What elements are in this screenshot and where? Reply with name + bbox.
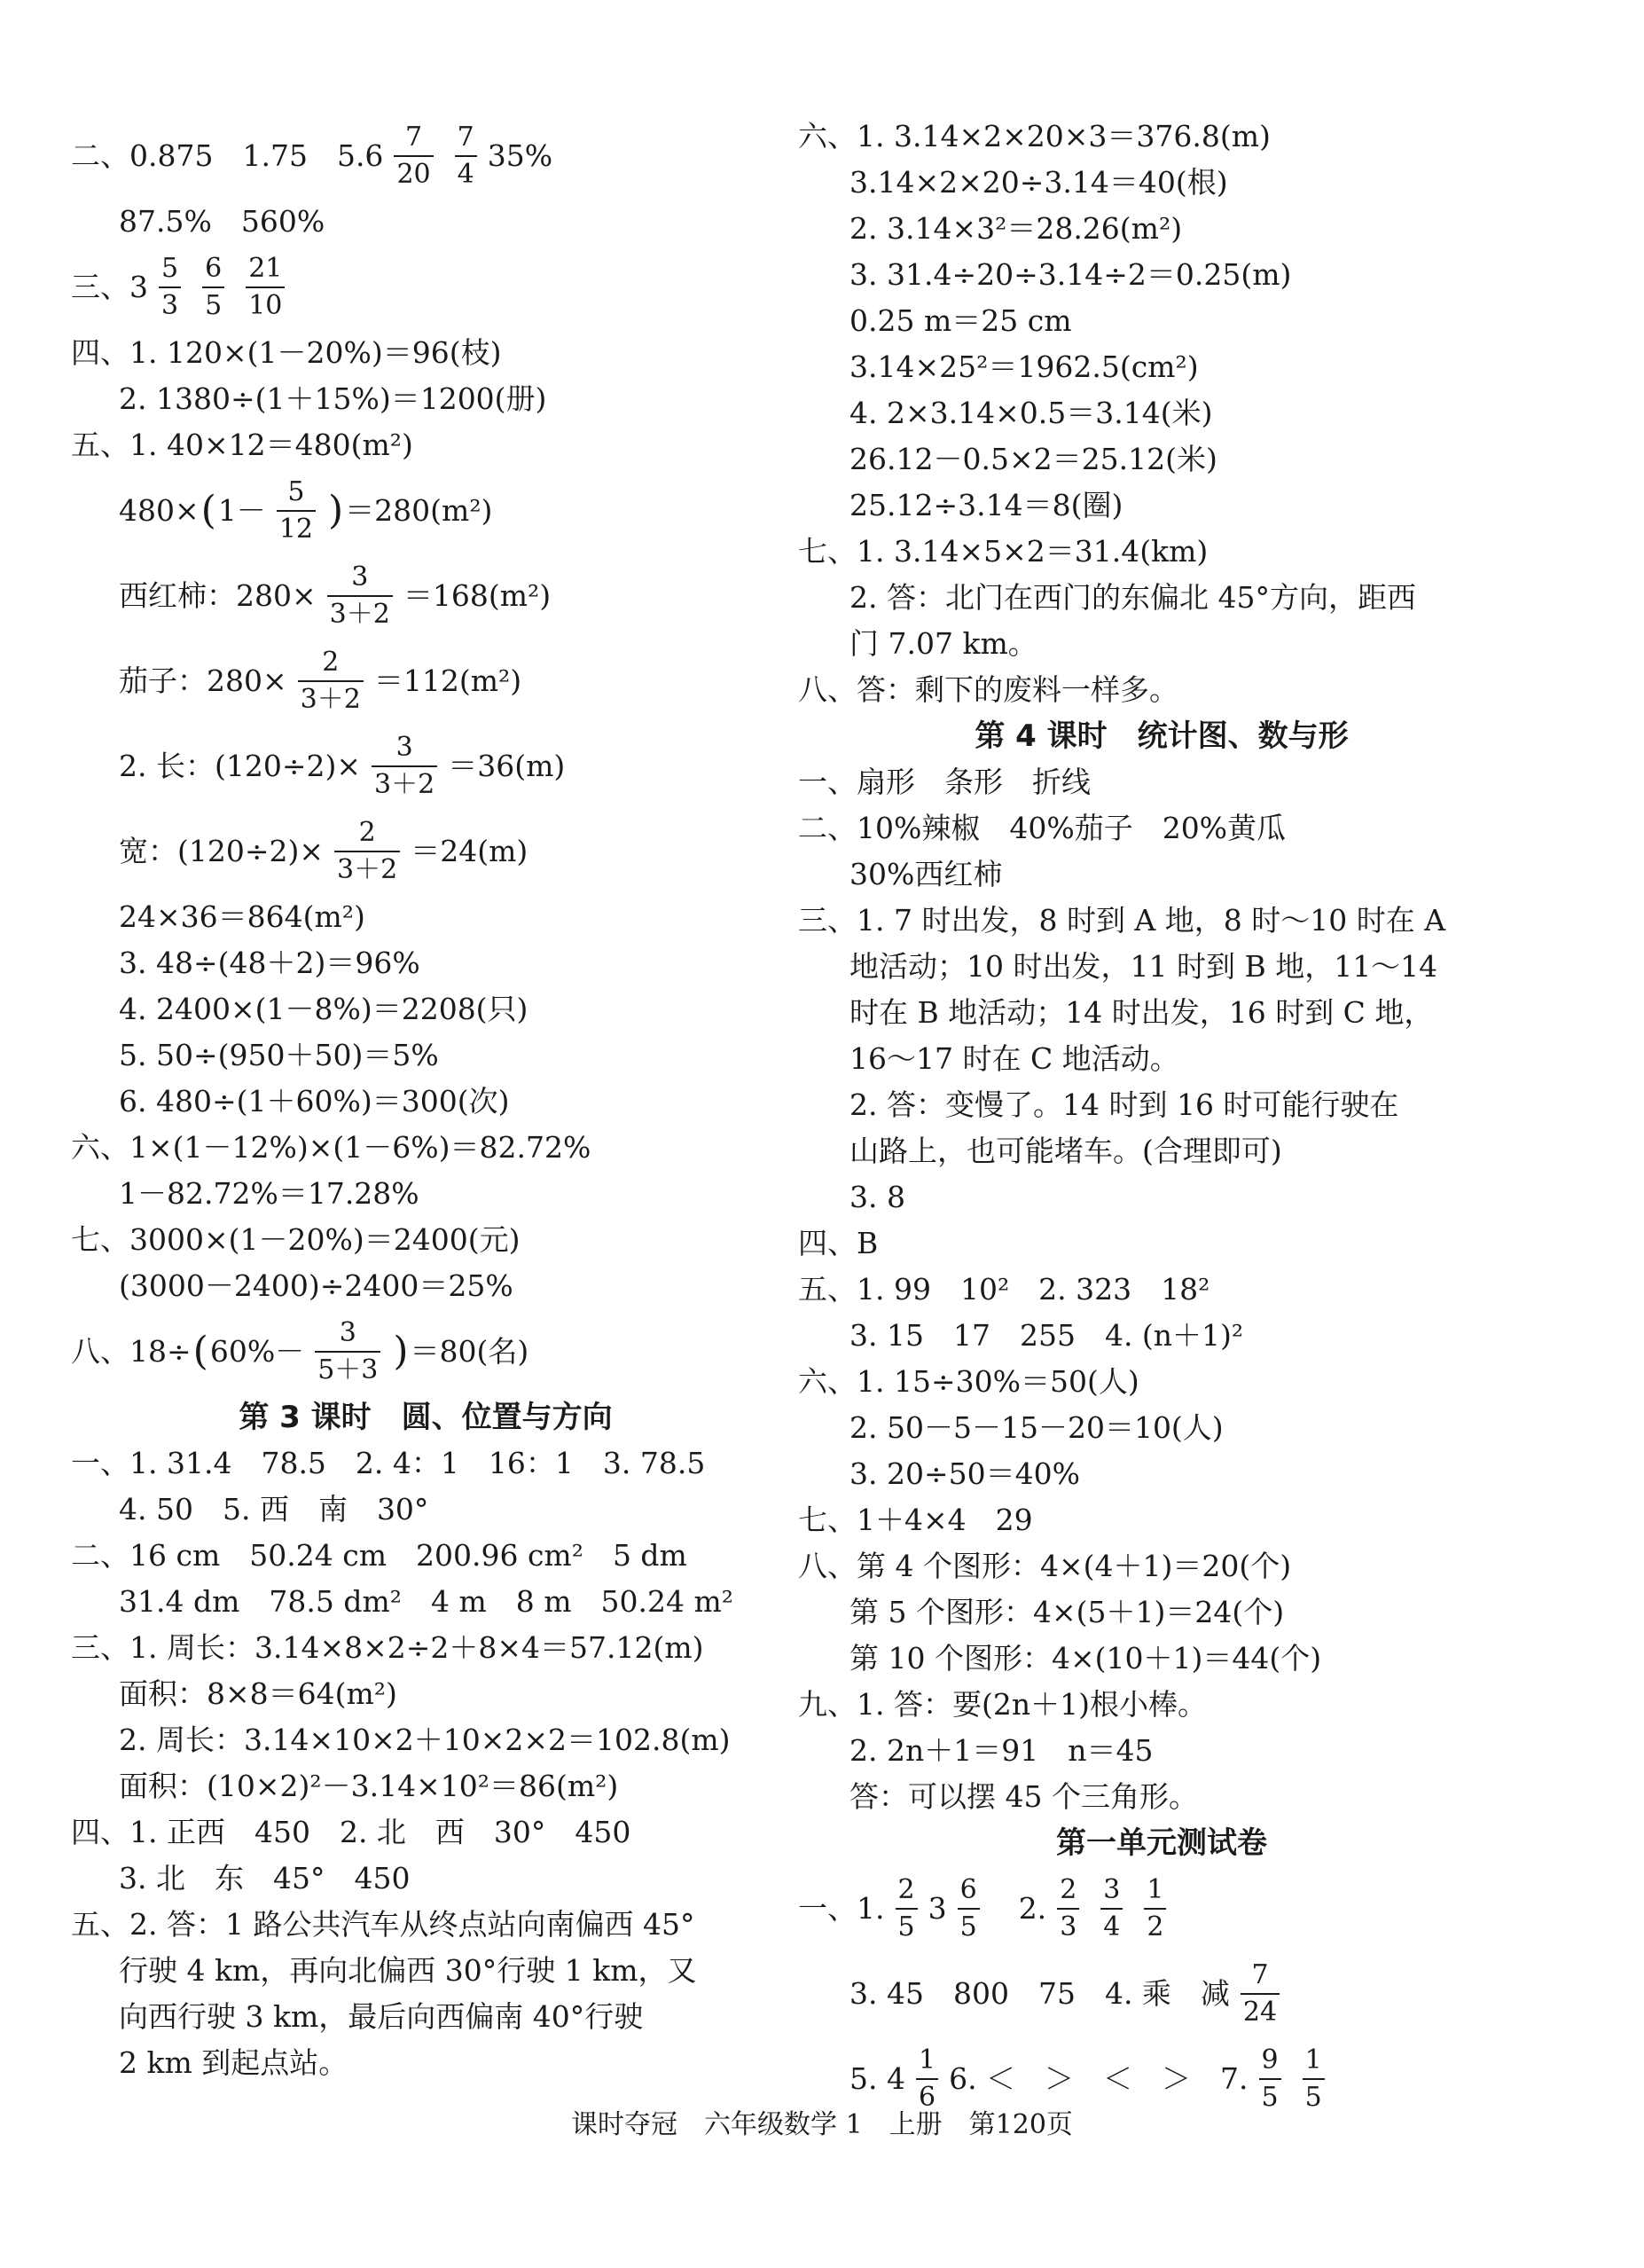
- answer-line: 二、0.875 1.75 5.6 $\frac{7}{20}$ $\frac{7}{4}$ 35%: [71, 122, 553, 190]
- answer-line: 3. 20÷50＝40%: [849, 1456, 1080, 1491]
- fraction: $\frac{3}{4}$: [1100, 1877, 1123, 1941]
- answer-line: 六、1×(1－12%)×(1－6%)＝82.72%: [71, 1130, 591, 1165]
- answer-line: 八、18÷ ( 60%－ $\frac{3}{5+3}$ ) ＝80(名): [71, 1317, 529, 1385]
- answer-line: 六、1. 15÷30%＝50(人): [798, 1364, 1139, 1399]
- fraction: $\frac{7}{20}$: [394, 124, 433, 188]
- answer-line: 30%西红柿: [849, 857, 1003, 891]
- fraction: $\frac{3}{3+2}$: [372, 734, 437, 798]
- fraction: $\frac{2}{3+2}$: [334, 820, 400, 883]
- answer-line: 3. 8: [849, 1180, 905, 1214]
- answer-line: 3. 31.4÷20÷3.14÷2＝0.25(m): [849, 257, 1292, 292]
- answer-line: 五、2. 答：1 路公共汽车从终点站向南偏西 45°: [71, 1907, 695, 1942]
- answer-line: 二、10%辣椒 40%茄子 20%黄瓜: [798, 811, 1287, 845]
- answer-line: 一、1. $\frac{2}{5}$ 3 $\frac{6}{5}$ 2. $\frac{2}{3}$ $\frac{3}{4}$ $\frac{1}{2}$: [798, 1866, 1525, 1951]
- answer-line: 四、1. 120×(1－20%)＝96(枝): [71, 335, 502, 370]
- answer-line: 八、第 4 个图形：4×(4＋1)＝20(个): [798, 1549, 1292, 1583]
- answer-line: 3. 48÷(48＋2)＝96%: [119, 946, 420, 980]
- answer-line: 西红柿：280× $\frac{3}{3+2}$ ＝168(m²): [119, 561, 552, 630]
- answer-line: 2. 答：变慢了。14 时到 16 时可能行驶在: [849, 1087, 1399, 1122]
- answer-line: 4. 2400×(1－8%)＝2208(只): [119, 992, 528, 1026]
- fraction: $\frac{3}{3+2}$: [327, 564, 393, 628]
- answer-line: 480× ( 1－ $\frac{5}{12}$ ) ＝280(m²): [119, 476, 493, 545]
- answer-line: 4. 50 5. 西 南 30°: [119, 1492, 429, 1526]
- fraction: $\frac{6}{5}$: [202, 255, 224, 319]
- section-heading: 第 3 课时 圆、位置与方向: [239, 1400, 613, 1435]
- fraction: $\frac{5}{3}$: [159, 255, 181, 319]
- answer-line: 一、1. 31.4 78.5 2. 4：1 16：1 3. 78.5: [71, 1446, 706, 1480]
- answer-line: 3. 45 800 75 4. 乘 减 $\frac{7}{24}$: [798, 1951, 1525, 2036]
- answer-line: 4. 2×3.14×0.5＝3.14(米): [849, 396, 1213, 430]
- answer-line: (3000－2400)÷2400＝25%: [119, 1268, 513, 1303]
- answer-line: 宽：(120÷2)× $\frac{2}{3+2}$ ＝24(m): [119, 817, 528, 885]
- answer-line: 2. 50－5－15－20＝10(人): [849, 1410, 1224, 1445]
- answer-line: 5. 4 $\frac{1}{6}$ 6. ＜ ＞ ＜ ＞ 7. $\frac{9}{5}$ $\frac{1}{5}$: [798, 2036, 1525, 2122]
- answer-line: 四、1. 正西 450 2. 北 西 30° 450: [71, 1815, 631, 1849]
- fraction: $\frac{5}{12}$: [277, 479, 316, 543]
- answer-line: 地活动；10 时出发，11 时到 B 地，11～14: [849, 949, 1438, 984]
- answer-line: 1－82.72%＝17.28%: [119, 1176, 419, 1211]
- left-column: [71, 114, 780, 2086]
- answer-line: 七、1＋4×4 29: [798, 1503, 1033, 1537]
- answer-line: 二、16 cm 50.24 cm 200.96 cm² 5 dm: [71, 1538, 687, 1573]
- answer-line: 2. 1380÷(1＋15%)＝1200(册): [119, 381, 547, 416]
- right-column: [798, 114, 1525, 2122]
- answer-line: 六、1. 3.14×2×20×3＝376.8(m): [798, 119, 1271, 153]
- section-heading: 第一单元测试卷: [1056, 1825, 1267, 1861]
- answer-line: 2. 2n＋1＝91 n＝45: [849, 1733, 1154, 1768]
- answer-line: 一、扇形 条形 折线: [798, 765, 1091, 799]
- answer-line: 时在 B 地活动；14 时出发，16 时到 C 地，: [849, 995, 1434, 1030]
- fraction: $\frac{2}{3+2}$: [298, 649, 364, 713]
- section-heading: 第 4 课时 统计图、数与形: [975, 718, 1349, 754]
- fraction: $\frac{2}{5}$: [896, 1877, 918, 1941]
- answer-line: 25.12÷3.14＝8(圈): [849, 488, 1123, 522]
- answer-line: 31.4 dm 78.5 dm² 4 m 8 m 50.24 m²: [119, 1584, 734, 1619]
- answer-line: 答：可以摆 45 个三角形。: [849, 1779, 1198, 1814]
- answer-line: 87.5% 560%: [119, 204, 325, 239]
- answer-line: 三、1. 周长：3.14×8×2÷2＋8×4＝57.12(m): [71, 1630, 704, 1665]
- answer-line: 16～17 时在 C 地活动。: [849, 1041, 1179, 1076]
- answer-line: 6. 480÷(1＋60%)＝300(次): [119, 1084, 510, 1118]
- answer-line: 山路上，也可能堵车。(合理即可): [849, 1134, 1282, 1168]
- answer-line: 3. 15 17 255 4. (n＋1)²: [849, 1318, 1244, 1353]
- answer-line: 24×36＝864(m²): [119, 899, 365, 934]
- answer-line: 三、1. 7 时出发，8 时到 A 地，8 时～10 时在 A: [798, 903, 1446, 938]
- answer-line: 2. 周长：3.14×10×2＋10×2×2＝102.8(m): [119, 1723, 731, 1757]
- fraction: $\frac{2}{3}$: [1057, 1877, 1079, 1941]
- fraction: $\frac{9}{5}$: [1259, 2047, 1281, 2111]
- fraction: $\frac{1}{2}$: [1144, 1877, 1166, 1941]
- fraction: $\frac{6}{5}$: [958, 1877, 980, 1941]
- fraction: $\frac{7}{4}$: [455, 124, 477, 188]
- fraction: $\frac{1}{5}$: [1303, 2047, 1325, 2111]
- answer-line: 茄子：280× $\frac{2}{3+2}$ ＝112(m²): [119, 647, 522, 715]
- answer-line: 行驶 4 km，再向北偏西 30°行驶 1 km，又: [119, 1953, 697, 1988]
- answer-line: 2. 答：北门在西门的东偏北 45°方向，距西: [849, 580, 1416, 615]
- answer-line: 五、1. 40×12＝480(m²): [71, 428, 413, 462]
- answer-line: 0.25 m＝25 cm: [849, 303, 1072, 338]
- answer-line: 七、3000×(1－20%)＝2400(元): [71, 1222, 521, 1257]
- answer-line: 八、答：剩下的废料一样多。: [798, 672, 1178, 707]
- answer-line: 四、B: [798, 1226, 879, 1260]
- answer-line: 面积：(10×2)²－3.14×10²＝86(m²): [119, 1769, 619, 1803]
- answer-line: 七、1. 3.14×5×2＝31.4(km): [798, 534, 1209, 569]
- answer-line: 26.12－0.5×2＝25.12(米): [849, 442, 1217, 476]
- answer-line: 三、3 $\frac{5}{3}$ $\frac{6}{5}$ $\frac{21}{10}$: [71, 245, 780, 330]
- answer-line: 3.14×25²＝1962.5(cm²): [849, 349, 1199, 384]
- fraction: $\frac{1}{6}$: [916, 2047, 938, 2111]
- answer-line: 门 7.07 km。: [849, 626, 1037, 661]
- answer-line: 第 5 个图形：4×(5＋1)＝24(个): [849, 1595, 1285, 1629]
- answer-line: 3.14×2×20÷3.14＝40(根): [849, 165, 1228, 200]
- answer-line: 3. 北 东 45° 450: [119, 1861, 411, 1895]
- answer-line: 5. 50÷(950＋50)＝5%: [119, 1038, 439, 1072]
- answer-line: 向西行驶 3 km，最后向西偏南 40°行驶: [119, 1999, 644, 2034]
- answer-line: 面积：8×8＝64(m²): [119, 1676, 397, 1711]
- answer-line: 第 10 个图形：4×(10＋1)＝44(个): [849, 1641, 1322, 1675]
- answer-line: 2 km 到起点站。: [119, 2045, 348, 2080]
- answer-line: 五、1. 99 10² 2. 323 18²: [798, 1272, 1210, 1307]
- answer-line: 2. 长：(120÷2)× $\frac{3}{3+2}$ ＝36(m): [119, 732, 566, 800]
- answer-line: 2. 3.14×3²＝28.26(m²): [849, 211, 1183, 246]
- fraction: $\frac{3}{5+3}$: [315, 1320, 380, 1384]
- fraction: $\frac{7}{24}$: [1241, 1962, 1280, 2026]
- answer-line: 九、1. 答：要(2n＋1)根小棒。: [798, 1687, 1207, 1722]
- page-footer: 课时夺冠 六年级数学 1 上册 第120页: [571, 2109, 1073, 2140]
- fraction: $\frac{21}{10}$: [246, 255, 285, 319]
